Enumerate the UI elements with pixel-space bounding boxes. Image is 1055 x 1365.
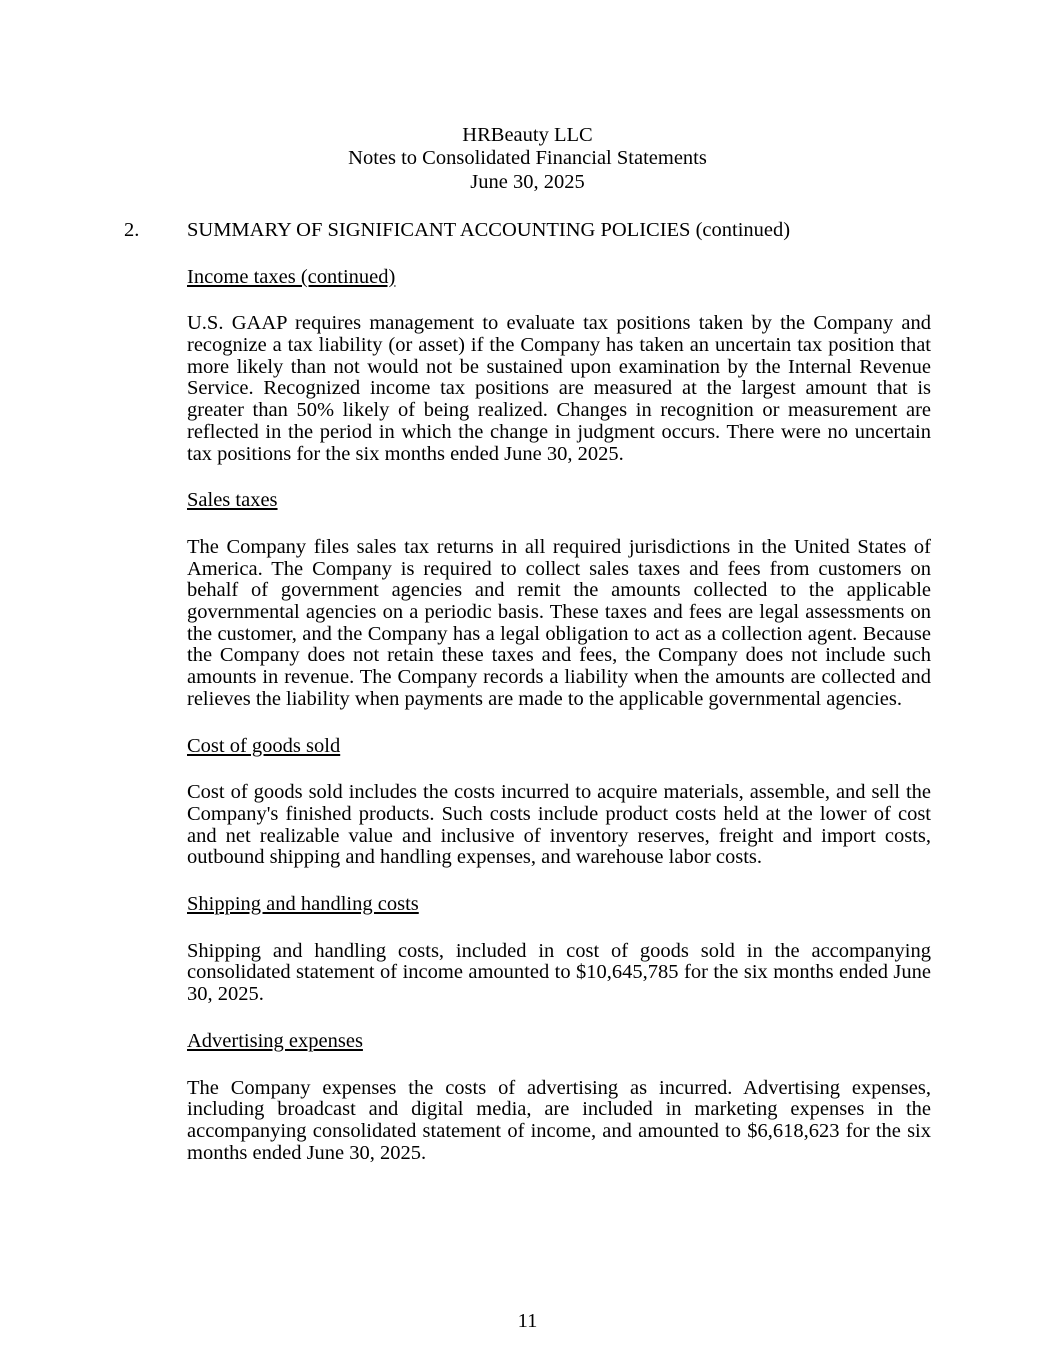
- company-name: HRBeauty LLC: [462, 124, 593, 146]
- paragraph: U.S. GAAP requires management to evaluate tax positions taken by the Company and recognize a tax liability (or asset) if the Company has taken an uncertain tax position that more likely than not would not be sustained upon examination by the Internal Revenue Service. Recognized income tax positions are measured at the largest amount that is greater than 50% likely of being realized. Changes in recognition or measurement are reflected in the period in which the change in judgment occurs. There were no uncertain tax positions for the six months ended June 30, 2025.: [187, 312, 931, 465]
- subsection-income-taxes: [187, 267, 931, 466]
- paragraph: The Company files sales tax returns in all required jurisdictions in the United States of America. The Company is required to collect sales taxes and fees from customers on behalf of government agencies and remit the amounts collected to the applicable governmental agencies on a periodic basis. These taxes and fees are legal assessments on the customer, and the Company has a legal obligation to act as a collection agent. Because the Company does not retain these taxes and fees, the Company does not include such amounts in revenue. The Company records a liability when the amounts are collected and relieves the liability when payments are made to the applicable governmental agencies.: [187, 535, 931, 710]
- paragraph: Cost of goods sold includes the costs incurred to acquire materials, assemble, and sell the Company's finished products. Such costs include product costs held at the lower of cost and net realizable value and inclusive of inventory reserves, freight and import costs, outbound shipping and handling expenses, and warehouse labor costs.: [187, 781, 931, 869]
- document-date: June 30, 2025: [470, 170, 585, 193]
- paragraph: The Company expenses the costs of advertising as incurred. Advertising expenses, including broadcast and digital media, are included in marketing expenses in the accompanying consolidated statement of income, and amounted to $6,618,623 for the six months ended June 30, 2025.: [187, 1076, 931, 1164]
- subsection-heading: Income taxes (continued): [187, 265, 396, 288]
- subsection-advertising-expenses: [187, 1031, 931, 1165]
- document-header: [0, 0, 1055, 194]
- paragraph: Shipping and handling costs, included in cost of goods sold in the accompanying consolidated statement of income amounted to $10,645,785 for the six months ended June 30, 2025.: [187, 939, 931, 1006]
- subsection-heading: Sales taxes: [187, 489, 278, 512]
- section-number: 2.: [124, 218, 140, 241]
- subsection-heading: Cost of goods sold: [187, 734, 341, 757]
- document-body: [124, 218, 931, 1165]
- subsection-heading: Shipping and handling costs: [187, 893, 419, 916]
- document-title: Notes to Consolidated Financial Statements: [348, 147, 707, 170]
- subsection-heading: Advertising expenses: [187, 1029, 363, 1052]
- section-title: SUMMARY OF SIGNIFICANT ACCOUNTING POLICIES (continued): [187, 218, 791, 241]
- subsection-cost-of-goods-sold: [187, 736, 931, 870]
- subsection-shipping-handling: [187, 894, 931, 1006]
- subsection-sales-taxes: [187, 490, 931, 710]
- section-heading: [124, 218, 931, 242]
- page-number: 11: [517, 1310, 538, 1333]
